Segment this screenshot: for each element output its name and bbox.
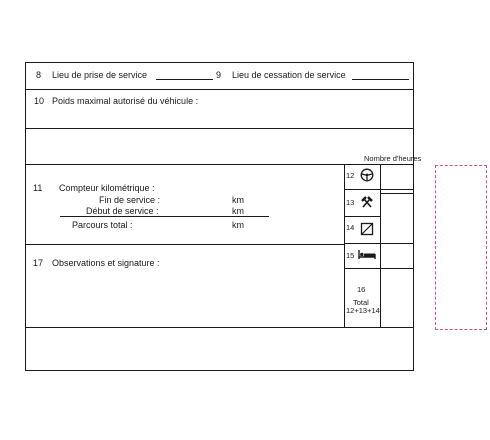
row-divider-1 [25,89,414,90]
field-8-input-line[interactable] [156,79,213,80]
odometer-end-unit: km [232,195,244,205]
row-divider-3 [25,164,414,165]
field-16-total-label: Total [353,298,369,307]
crossed-hammers-icon [360,195,374,209]
field-17-number: 17 [33,258,44,268]
field-17-label: Observations et signature : [52,258,160,268]
row-divider-4 [25,244,345,245]
field-8-number: 8 [36,70,42,80]
field-9-input-line[interactable] [352,79,409,80]
hours-row-14-15 [344,243,414,244]
row-divider-5 [25,327,414,328]
hours-row-15-16 [344,268,414,269]
bed-icon [357,247,377,261]
odometer-end-label: Fin de service : [99,195,161,205]
field-15-number: 15 [346,251,355,260]
field-12-number: 12 [346,171,355,180]
steering-wheel-icon [360,168,374,182]
hours-row-13-14 [344,216,380,217]
availability-box-icon [360,222,374,236]
field-16-number: 16 [357,285,366,294]
field-10-number: 10 [34,96,45,106]
field-16-formula: 12+13+14 [346,306,380,315]
field-14-number: 14 [346,223,355,232]
odometer-start-label: Début de service : [86,206,159,216]
field-9-label: Lieu de cessation de service [232,70,346,80]
field-8-label: Lieu de prise de service [52,70,148,80]
field-11-number: 11 [33,183,43,193]
odometer-subtotal-line [60,216,269,217]
odometer-total-label: Parcours total : [72,220,133,230]
field-11-label: Compteur kilométrique : [59,183,155,193]
hours-row-12-13-inner [380,193,414,194]
odometer-total-unit: km [232,220,244,230]
odometer-start-unit: km [232,206,244,216]
field-13-number: 13 [346,198,355,207]
row-divider-2 [25,128,414,129]
dashed-placeholder-box [435,165,487,330]
field-10-label: Poids maximal autorisé du véhicule : [52,96,199,106]
hours-row-12-13 [344,189,414,190]
field-9-number: 9 [216,70,222,80]
hours-header: Nombre d'heures [364,154,422,163]
